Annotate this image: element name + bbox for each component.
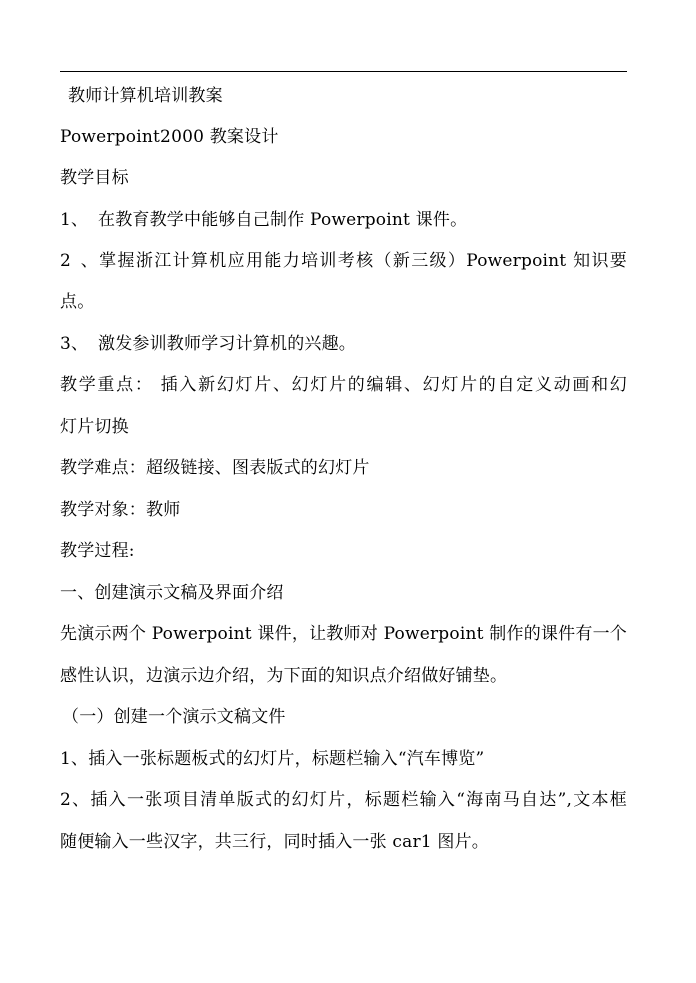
key-points-line-2: 灯片切换 [60, 417, 129, 437]
objective-item-2-continued: 点。 [60, 292, 95, 312]
section-1-paragraph-line-1: 先演示两个 Powerpoint 课件，让教师对 Powerpoint 制作的课件有一个 [60, 624, 627, 644]
process-heading: 教学过程: [60, 541, 135, 561]
objective-number: 1、 [60, 210, 89, 230]
header-rule [60, 71, 627, 72]
objective-text: 在教育教学中能够自己制作 Powerpoint 课件。 [98, 210, 468, 230]
step-2-line-1: 2、插入一张项目清单版式的幻灯片，标题栏输入“海南马自达”,文本框 [60, 790, 627, 810]
objective-text: 掌握浙江计算机应用能力培训考核（新三级）Powerpoint 知识要 [98, 251, 627, 271]
document-title: Powerpoint2000 教案设计 [60, 127, 279, 147]
objectives-heading: 教学目标 [60, 168, 129, 188]
objective-item-3 [60, 334, 356, 354]
objective-item-1 [60, 210, 467, 230]
section-1-heading: 一、创建演示文稿及界面介绍 [60, 583, 284, 603]
objective-text: 激发参训教师学习计算机的兴趣。 [98, 334, 356, 354]
subsection-1-heading: （一）创建一个演示文稿文件 [62, 707, 286, 727]
section-1-paragraph-line-2: 感性认识，边演示边介绍，为下面的知识点介绍做好铺垫。 [60, 666, 508, 686]
objective-item-2 [60, 251, 627, 271]
audience: 教学对象：教师 [60, 500, 181, 520]
page-header: 教师计算机培训教案 [68, 86, 223, 106]
objective-number: 2、 [60, 251, 98, 271]
objective-number: 3、 [60, 334, 89, 354]
key-points-line-1: 教学重点： 插入新幻灯片、幻灯片的编辑、幻灯片的自定义动画和幻 [60, 375, 627, 395]
step-2-line-2: 随便输入一些汉字，共三行，同时插入一张 car1 图片。 [60, 832, 490, 852]
difficulties: 教学难点：超级链接、图表版式的幻灯片 [60, 458, 370, 478]
step-1: 1、插入一张标题板式的幻灯片，标题栏输入“汽车博览” [60, 749, 485, 769]
